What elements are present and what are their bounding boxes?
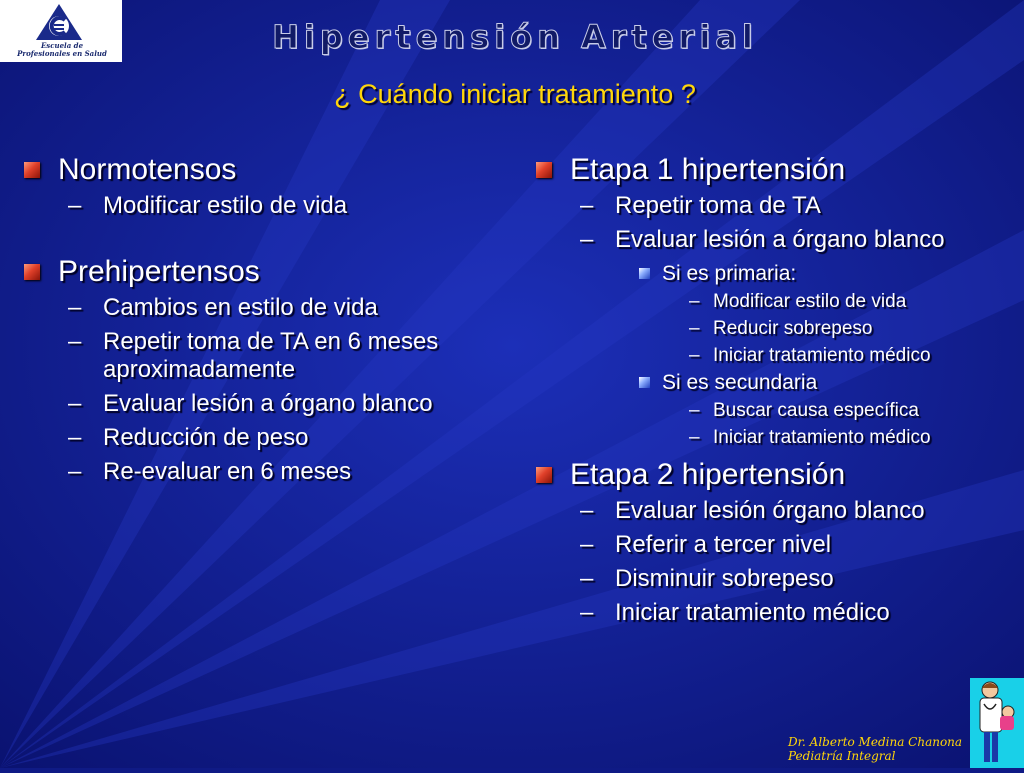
dash-bullet: – bbox=[68, 390, 82, 417]
list-item: – Disminuir sobrepeso bbox=[580, 565, 834, 592]
list-item: – Evaluar lesión a órgano blanco bbox=[580, 226, 945, 253]
section-heading-prehipertensos: Prehipertensos bbox=[20, 250, 510, 294]
slide-title: Hipertensión Arterial bbox=[272, 18, 758, 56]
list-item: – Cambios en estilo de vida bbox=[68, 294, 378, 321]
left-column bbox=[20, 148, 510, 492]
author-department: Pediatría Integral bbox=[788, 749, 896, 763]
sub-bullet-secondary: Si es secundaria bbox=[532, 369, 1024, 397]
sub-bullet-primary: Si es primaria: bbox=[532, 260, 1024, 288]
dash-bullet: – bbox=[689, 345, 700, 366]
list-item: – Iniciar tratamiento médico bbox=[580, 599, 890, 626]
dash-bullet: – bbox=[580, 226, 594, 253]
dash-bullet: – bbox=[68, 328, 82, 355]
list-item: – Buscar causa específica bbox=[532, 397, 1024, 424]
logo-line-1: Escuela de bbox=[40, 41, 84, 50]
school-logo bbox=[0, 0, 122, 62]
dash-bullet: – bbox=[68, 294, 82, 321]
dash-bullet: – bbox=[689, 400, 700, 421]
list-item: – Iniciar tratamiento médico bbox=[532, 424, 1024, 451]
dash-bullet: – bbox=[689, 318, 700, 339]
square-bullet-icon bbox=[536, 162, 552, 178]
slide-subtitle: ¿ Cuándo iniciar tratamiento ? bbox=[334, 79, 696, 109]
right-column bbox=[532, 148, 1024, 633]
dash-bullet: – bbox=[580, 599, 594, 626]
dash-bullet: – bbox=[68, 192, 82, 219]
list-item: – Modificar estilo de vida bbox=[68, 192, 348, 219]
list-item: – Iniciar tratamiento médico bbox=[532, 342, 1024, 369]
list-item: – Evaluar lesión órgano blanco bbox=[580, 497, 925, 524]
dash-bullet: – bbox=[689, 427, 700, 448]
dash-bullet: – bbox=[580, 192, 594, 219]
dash-bullet: – bbox=[580, 531, 594, 558]
dash-bullet: – bbox=[68, 458, 82, 485]
square-bullet-icon bbox=[24, 264, 40, 280]
square-bullet-icon bbox=[536, 467, 552, 483]
author-credit bbox=[788, 735, 962, 763]
list-item: – Modificar estilo de vida bbox=[532, 288, 1024, 315]
dash-bullet: – bbox=[580, 565, 594, 592]
square-bullet-icon bbox=[24, 162, 40, 178]
dash-bullet: – bbox=[580, 497, 594, 524]
school-emblem-icon bbox=[34, 2, 84, 42]
logo-line-2: Profesionales en Salud bbox=[17, 49, 107, 58]
list-item: – Reducción de peso bbox=[68, 424, 309, 451]
section-heading-stage-2: Etapa 2 hipertensión bbox=[532, 453, 1024, 497]
list-item: – Reducir sobrepeso bbox=[532, 315, 1024, 342]
small-square-bullet-icon bbox=[639, 377, 650, 388]
list-item: – Referir a tercer nivel bbox=[580, 531, 832, 558]
doctor-illustration bbox=[970, 678, 1024, 768]
dash-bullet: – bbox=[68, 424, 82, 451]
author-name: Dr. Alberto Medina Chanona bbox=[788, 735, 963, 749]
list-item: – Repetir toma de TA bbox=[580, 192, 821, 219]
list-item: – Re-evaluar en 6 meses bbox=[68, 458, 352, 485]
doctor-icon bbox=[970, 678, 1024, 768]
dash-bullet: – bbox=[689, 291, 700, 312]
section-heading-normotensos: Normotensos bbox=[20, 148, 510, 192]
list-item: – Repetir toma de TA en 6 meses aproximadamente bbox=[68, 328, 439, 383]
small-square-bullet-icon bbox=[639, 268, 650, 279]
section-heading-stage-1: Etapa 1 hipertensión bbox=[532, 148, 1024, 192]
list-item: – Evaluar lesión a órgano blanco bbox=[68, 390, 433, 417]
